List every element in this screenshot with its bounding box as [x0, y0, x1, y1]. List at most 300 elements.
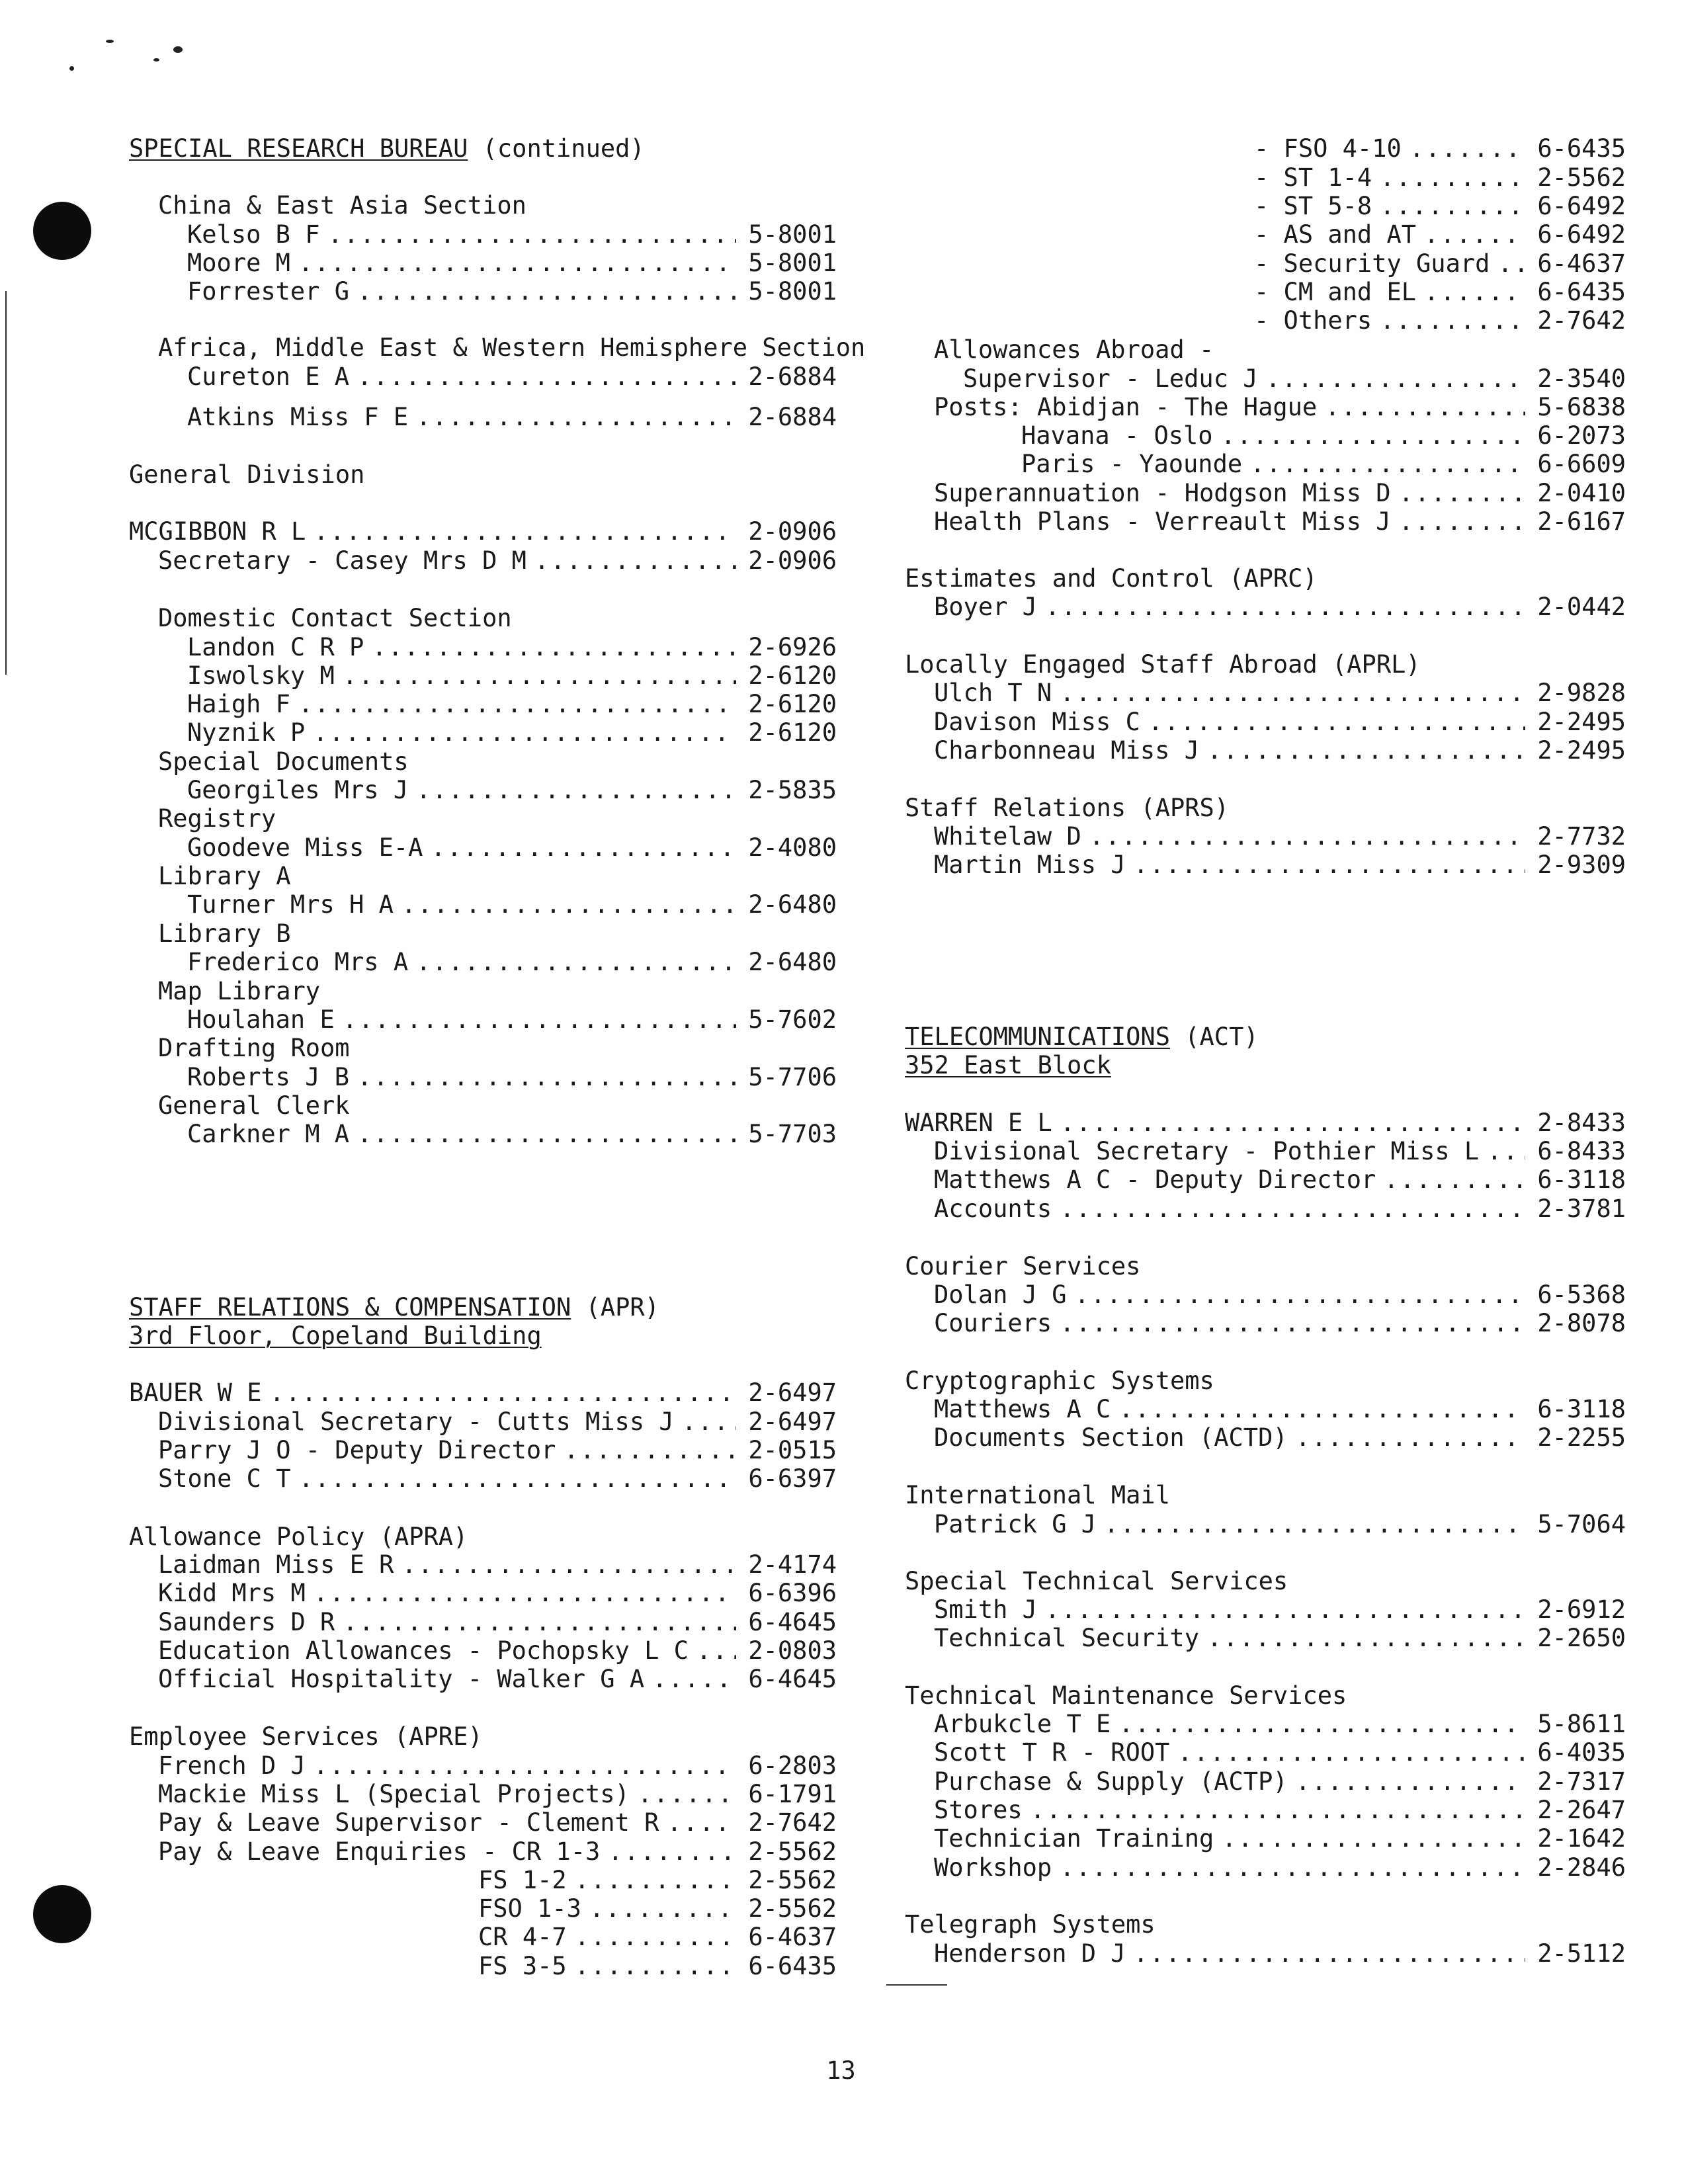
entry-label: [905, 651, 1421, 679]
directory-entry: [905, 422, 1626, 450]
directory-entry: [905, 1739, 1626, 1767]
directory-entry: [905, 737, 1626, 765]
phone-extension: 5-8001: [748, 220, 837, 249]
entry-text: Divisional Secretary - Cutts Miss J: [158, 1407, 674, 1436]
entry-label: [129, 1752, 306, 1780]
entry-text: - ST 5-8: [1254, 192, 1372, 220]
phone-extension: 2-2650: [1537, 1624, 1626, 1652]
directory-entry: [905, 1596, 1626, 1624]
phone-extension: 6-4035: [1537, 1738, 1626, 1767]
entry-label: [129, 1923, 567, 1951]
dot-leader: [1118, 1710, 1525, 1738]
dot-leader: [1118, 1396, 1525, 1423]
phone-extension: 2-8433: [1537, 1109, 1626, 1137]
entry-text: FSO 1-3: [478, 1894, 581, 1923]
entry-label: [905, 1682, 1347, 1710]
entry-label: [129, 719, 305, 747]
entry-label: [129, 1006, 335, 1034]
page-edge-rule: [5, 291, 7, 675]
entry-text: (continued): [468, 134, 645, 163]
entry-text: Landon C R P: [187, 633, 364, 661]
dot-leader: [357, 363, 736, 391]
directory-entry: [905, 1710, 1626, 1738]
entry-label: [129, 1322, 542, 1350]
phone-extension: 2-4080: [748, 833, 837, 862]
entry-label: [129, 1379, 261, 1407]
directory-entry: [905, 1195, 1626, 1223]
phone-extension: 5-8001: [748, 249, 837, 277]
directory-entry: [905, 480, 1626, 507]
directory-entry: [905, 708, 1626, 736]
page-number: 13: [826, 2056, 856, 2085]
entry-text: Domestic Contact Section: [158, 604, 512, 632]
directory-entry: [129, 1579, 837, 1607]
dot-leader: [343, 1609, 736, 1636]
entry-label: [905, 1825, 1214, 1853]
entry-label: [905, 708, 1140, 736]
entry-text: Georgiles Mrs J: [187, 776, 409, 804]
phone-extension: 2-6480: [748, 890, 837, 919]
entry-label: [129, 1523, 468, 1551]
phone-extension: 2-5835: [748, 776, 837, 804]
entry-text: Henderson D J: [934, 1939, 1126, 1968]
phone-extension: 6-5368: [1537, 1281, 1626, 1309]
entry-text: Moore M: [187, 249, 290, 277]
directory-entry: [905, 135, 1626, 163]
entry-label: [129, 1895, 581, 1923]
phone-extension: 2-2495: [1537, 708, 1626, 736]
dot-leader: [1380, 307, 1525, 335]
entry-text: Telegraph Systems: [905, 1910, 1156, 1939]
entry-text: FS 3-5: [478, 1952, 567, 1980]
entry-text: Goodeve Miss E-A: [187, 833, 423, 862]
entry-text: Library A: [158, 862, 291, 890]
directory-entry: [905, 1825, 1626, 1853]
dot-leader: [608, 1838, 736, 1866]
phone-extension: 2-2846: [1537, 1853, 1626, 1882]
dot-leader: [1399, 508, 1525, 536]
section-heading: [129, 135, 837, 163]
dot-leader: [667, 1809, 736, 1837]
entry-label: [905, 221, 1416, 249]
phone-extension: 2-5112: [1537, 1939, 1626, 1968]
entry-label: [129, 1064, 349, 1091]
phone-extension: 2-5562: [748, 1837, 837, 1866]
scan-speck: [69, 66, 74, 71]
entry-label: [129, 1408, 674, 1436]
entry-text: French D J: [158, 1751, 306, 1780]
entry-text: - Others: [1254, 306, 1372, 335]
directory-entry: [129, 1781, 837, 1808]
phone-extension: 6-6397: [748, 1464, 837, 1493]
entry-text: Special Documents: [158, 747, 409, 776]
phone-extension: 2-7317: [1537, 1767, 1626, 1796]
phone-extension: 5-7064: [1537, 1510, 1626, 1538]
directory-entry: [905, 1768, 1626, 1796]
phone-extension: 2-5562: [1537, 163, 1626, 192]
phone-extension: 6-8433: [1537, 1137, 1626, 1165]
directory-entry: [905, 823, 1626, 851]
dot-leader: [298, 249, 736, 277]
directory-entry: [905, 1109, 1626, 1137]
directory-entry: [129, 948, 837, 976]
entry-label: [129, 662, 335, 690]
directory-entry: [129, 1895, 837, 1923]
entry-label: [129, 334, 865, 362]
phone-extension: 2-5562: [748, 1894, 837, 1923]
phone-extension: 2-6497: [748, 1407, 837, 1436]
dot-leader: [401, 1551, 736, 1579]
section-heading: [905, 565, 1626, 593]
entry-text: China & East Asia Section: [158, 191, 526, 220]
directory-entry: [129, 719, 837, 747]
entry-label: [905, 1710, 1111, 1738]
dot-leader: [1134, 851, 1525, 879]
entry-label: [905, 508, 1391, 536]
entry-label: [129, 948, 408, 976]
entry-label: [905, 1166, 1376, 1194]
directory-entry: [905, 679, 1626, 707]
entry-label: [129, 1953, 567, 1980]
dot-leader: [1060, 1310, 1525, 1337]
entry-text: (APR): [571, 1293, 659, 1322]
entry-label: [129, 363, 349, 391]
underlined-heading-text: STAFF RELATIONS & COMPENSATION: [129, 1293, 571, 1322]
entry-label: [129, 1294, 659, 1322]
dot-leader: [696, 1637, 736, 1665]
section-heading: [129, 192, 837, 220]
directory-entry: [129, 221, 837, 249]
directory-entry: [129, 547, 837, 575]
entry-text: Staff Relations (APRS): [905, 794, 1230, 822]
entry-text: Africa, Middle East & Western Hemisphere Section: [158, 333, 866, 362]
directory-entry: [129, 1379, 837, 1407]
entry-label: [905, 1023, 1259, 1051]
dot-leader: [1266, 365, 1525, 393]
phone-extension: 6-2073: [1537, 421, 1626, 450]
phone-extension: 2-6120: [748, 690, 837, 718]
entry-label: [905, 823, 1081, 851]
phone-extension: 6-1791: [748, 1780, 837, 1808]
dot-leader: [682, 1408, 736, 1436]
directory-entry: [905, 365, 1626, 393]
section-heading: [905, 1023, 1626, 1051]
entry-label: [129, 605, 512, 632]
dot-leader: [1380, 192, 1525, 220]
entry-label: [129, 1809, 659, 1837]
entry-label: [905, 1424, 1288, 1452]
entry-label: [905, 1624, 1199, 1652]
entry-text: Courier Services: [905, 1252, 1141, 1281]
dot-leader: [534, 547, 736, 575]
directory-entry: [905, 851, 1626, 879]
phone-extension: 2-6926: [748, 633, 837, 661]
dot-leader: [313, 719, 736, 747]
entry-text: Divisional Secretary - Pothier Miss L: [934, 1137, 1480, 1165]
entry-label: [129, 1838, 600, 1866]
dot-leader: [652, 1665, 736, 1693]
dot-leader: [575, 1923, 736, 1951]
entry-text: Patrick G J: [934, 1510, 1097, 1538]
entry-label: [129, 249, 290, 277]
section-heading: [129, 862, 837, 890]
entry-label: [905, 1768, 1288, 1796]
entry-label: [905, 480, 1391, 507]
dot-leader: [1089, 823, 1525, 851]
section-heading: [905, 651, 1626, 679]
phone-extension: 6-4637: [1537, 249, 1626, 278]
directory-entry: [129, 1609, 837, 1636]
entry-text: Posts: Abidjan - The Hague: [934, 393, 1318, 421]
entry-label: [129, 891, 394, 919]
entry-text: Workshop: [934, 1853, 1052, 1882]
phone-extension: 2-0906: [748, 517, 837, 546]
section-heading: [905, 1911, 1626, 1939]
dot-leader: [1207, 737, 1525, 765]
phone-extension: 6-6492: [1537, 220, 1626, 249]
entry-text: Supervisor - Leduc J: [963, 364, 1258, 393]
entry-text: Employee Services (APRE): [129, 1722, 483, 1751]
directory-entry: [905, 593, 1626, 621]
entry-label: [129, 834, 423, 862]
phone-extension: 5-7602: [748, 1005, 837, 1034]
phone-extension: 5-6838: [1537, 393, 1626, 421]
section-heading: [129, 1523, 837, 1551]
entry-label: [905, 394, 1317, 421]
dot-leader: [1074, 1281, 1525, 1309]
section-heading: [129, 1092, 837, 1120]
dot-leader: [1060, 1854, 1525, 1882]
scan-speck: [173, 46, 183, 53]
entry-label: [905, 1739, 1169, 1767]
underlined-heading-text: TELECOMMUNICATIONS: [905, 1023, 1170, 1051]
entry-text: General Clerk: [158, 1091, 350, 1120]
entry-label: [905, 1195, 1052, 1223]
entry-text: Pay & Leave Enquiries - CR 1-3: [158, 1837, 601, 1866]
entry-text: - CM and EL: [1254, 278, 1417, 306]
phone-extension: 2-2255: [1537, 1423, 1626, 1452]
entry-label: [129, 461, 364, 489]
entry-label: [905, 1596, 1037, 1624]
entry-text: Locally Engaged Staff Abroad (APRL): [905, 650, 1421, 679]
dot-leader: [1424, 278, 1525, 306]
entry-text: Parry J O - Deputy Director: [158, 1436, 556, 1464]
dot-leader: [1222, 1825, 1525, 1853]
entry-label: [905, 1052, 1111, 1079]
entry-text: - Security Guard: [1254, 249, 1490, 278]
entry-text: Smith J: [934, 1595, 1037, 1624]
directory-entry: [905, 1166, 1626, 1194]
dot-leader: [298, 691, 736, 718]
binder-hole-bottom: [33, 1885, 91, 1943]
phone-extension: 2-2647: [1537, 1796, 1626, 1824]
directory-entry: [905, 1511, 1626, 1538]
tail-rule: [886, 1984, 947, 1986]
entry-text: Superannuation - Hodgson Miss D: [934, 479, 1391, 507]
entry-label: [129, 1637, 689, 1665]
phone-extension: 5-8611: [1537, 1710, 1626, 1738]
phone-extension: 6-4645: [748, 1608, 837, 1636]
entry-text: Davison Miss C: [934, 708, 1140, 736]
phone-extension: 2-3781: [1537, 1195, 1626, 1223]
entry-text: Accounts: [934, 1195, 1052, 1223]
dot-leader: [357, 1064, 736, 1091]
phone-extension: 6-6396: [748, 1579, 837, 1607]
dot-leader: [269, 1379, 736, 1407]
dot-leader: [1399, 480, 1525, 507]
entry-text: Dolan J G: [934, 1281, 1067, 1309]
phone-extension: 2-0803: [748, 1636, 837, 1665]
dot-leader: [564, 1437, 736, 1464]
phone-extension: 2-6167: [1537, 507, 1626, 536]
entry-label: [129, 221, 319, 249]
entry-label: [905, 679, 1052, 707]
phone-extension: 2-9828: [1537, 679, 1626, 707]
directory-entry: [905, 1940, 1626, 1968]
entry-text: Technician Training: [934, 1824, 1214, 1853]
directory-entry: [129, 834, 837, 862]
entry-label: [905, 135, 1402, 163]
dot-leader: [1250, 450, 1525, 478]
entry-text: - ST 1-4: [1254, 163, 1372, 192]
entry-text: WARREN E L: [905, 1109, 1052, 1137]
entry-text: Kelso B F: [187, 220, 320, 249]
directory-entry: [905, 250, 1626, 278]
dot-leader: [589, 1895, 736, 1923]
entry-label: [905, 1109, 1052, 1137]
phone-extension: 2-6120: [748, 718, 837, 747]
dot-leader: [1045, 1596, 1525, 1624]
dot-leader: [575, 1867, 736, 1894]
entry-label: [905, 192, 1372, 220]
entry-text: Library B: [158, 919, 291, 948]
directory-entry: [129, 1637, 837, 1665]
entry-label: [129, 403, 408, 431]
entry-text: Secretary - Casey Mrs D M: [158, 546, 526, 575]
directory-entry: [905, 1310, 1626, 1337]
phone-extension: 6-6435: [748, 1952, 837, 1980]
entry-text: Technical Security: [934, 1624, 1199, 1652]
directory-entry: [905, 192, 1626, 220]
phone-extension: 2-3540: [1537, 364, 1626, 393]
entry-label: [129, 748, 409, 776]
entry-text: Kidd Mrs M: [158, 1579, 306, 1607]
underlined-heading-text: 3rd Floor, Copeland Building: [129, 1322, 542, 1350]
entry-text: FS 1-2: [478, 1866, 567, 1894]
entry-text: Havana - Oslo: [1021, 421, 1213, 450]
phone-extension: 2-2495: [1537, 736, 1626, 765]
entry-text: Cureton E A: [187, 362, 350, 391]
dot-leader: [1207, 1624, 1525, 1652]
entry-label: [129, 1465, 290, 1493]
entry-text: Cryptographic Systems: [905, 1366, 1214, 1395]
phone-extension: 6-6435: [1537, 278, 1626, 306]
dot-leader: [1030, 1796, 1525, 1824]
entry-text: Saunders D R: [158, 1608, 335, 1636]
entry-label: [129, 1120, 349, 1148]
section-heading: [129, 805, 837, 833]
phone-extension: 2-5562: [748, 1866, 837, 1894]
entry-label: [905, 250, 1490, 278]
phone-extension: 5-8001: [748, 277, 837, 306]
entry-label: [905, 794, 1229, 822]
section-heading: [905, 1482, 1626, 1509]
directory-entry: [905, 450, 1626, 478]
directory-entry: [905, 1624, 1626, 1652]
section-heading: [129, 1322, 837, 1350]
dot-leader: [1487, 1138, 1525, 1165]
entry-label: [905, 336, 1214, 364]
entry-text: Atkins Miss F E: [187, 403, 409, 431]
section-heading: [129, 333, 866, 362]
phone-extension: 2-4174: [748, 1550, 837, 1579]
entry-label: [129, 1551, 394, 1579]
entry-label: [129, 691, 290, 718]
entry-label: [129, 978, 320, 1005]
entry-text: Documents Section (ACTD): [934, 1423, 1288, 1452]
dot-leader: [298, 1465, 736, 1493]
phone-extension: 6-4637: [748, 1923, 837, 1951]
directory-entry: [905, 1424, 1626, 1452]
entry-text: Turner Mrs H A: [187, 890, 394, 919]
section-heading: [905, 1682, 1626, 1710]
directory-entry: [129, 403, 837, 431]
entry-text: Special Technical Services: [905, 1567, 1288, 1595]
entry-label: [905, 851, 1126, 879]
directory-entry: [129, 634, 837, 661]
phone-extension: 2-7732: [1537, 822, 1626, 851]
entry-label: [905, 1940, 1126, 1968]
section-heading: [129, 1034, 837, 1062]
dot-leader: [343, 662, 736, 690]
entry-text: Whitelaw D: [934, 822, 1081, 851]
entry-text: Paris - Yaounde: [1021, 450, 1243, 478]
section-heading: [129, 1294, 837, 1322]
entry-label: [129, 1437, 556, 1464]
phone-extension: 2-6497: [748, 1378, 837, 1407]
entry-label: [905, 1253, 1140, 1281]
entry-text: Scott T R - ROOT: [934, 1738, 1170, 1767]
dot-leader: [314, 518, 736, 546]
entry-label: [905, 278, 1416, 306]
directory-entry: [905, 1396, 1626, 1423]
entry-label: [905, 1796, 1023, 1824]
entry-label: [129, 192, 526, 220]
dot-leader: [372, 634, 736, 661]
dot-leader: [1060, 1195, 1525, 1223]
entry-text: Couriers: [934, 1309, 1052, 1337]
entry-label: [905, 1281, 1066, 1309]
entry-label: [129, 1723, 483, 1751]
directory-entry: [129, 662, 837, 690]
entry-text: Estimates and Control (APRC): [905, 564, 1318, 593]
dot-leader: [1148, 708, 1525, 736]
directory-entry: [129, 1006, 837, 1034]
dot-leader: [416, 403, 736, 431]
dot-leader: [327, 221, 736, 249]
directory-entry: [129, 1752, 837, 1780]
entry-label: [129, 518, 306, 546]
dot-leader: [1296, 1424, 1525, 1452]
dot-leader: [314, 1579, 736, 1607]
entry-label: [129, 1034, 350, 1062]
dot-leader: [1045, 593, 1525, 621]
entry-text: General Division: [129, 460, 365, 489]
phone-extension: 2-6884: [748, 403, 837, 431]
entry-label: [905, 450, 1242, 478]
entry-label: [129, 135, 645, 163]
entry-label: [905, 1396, 1111, 1423]
